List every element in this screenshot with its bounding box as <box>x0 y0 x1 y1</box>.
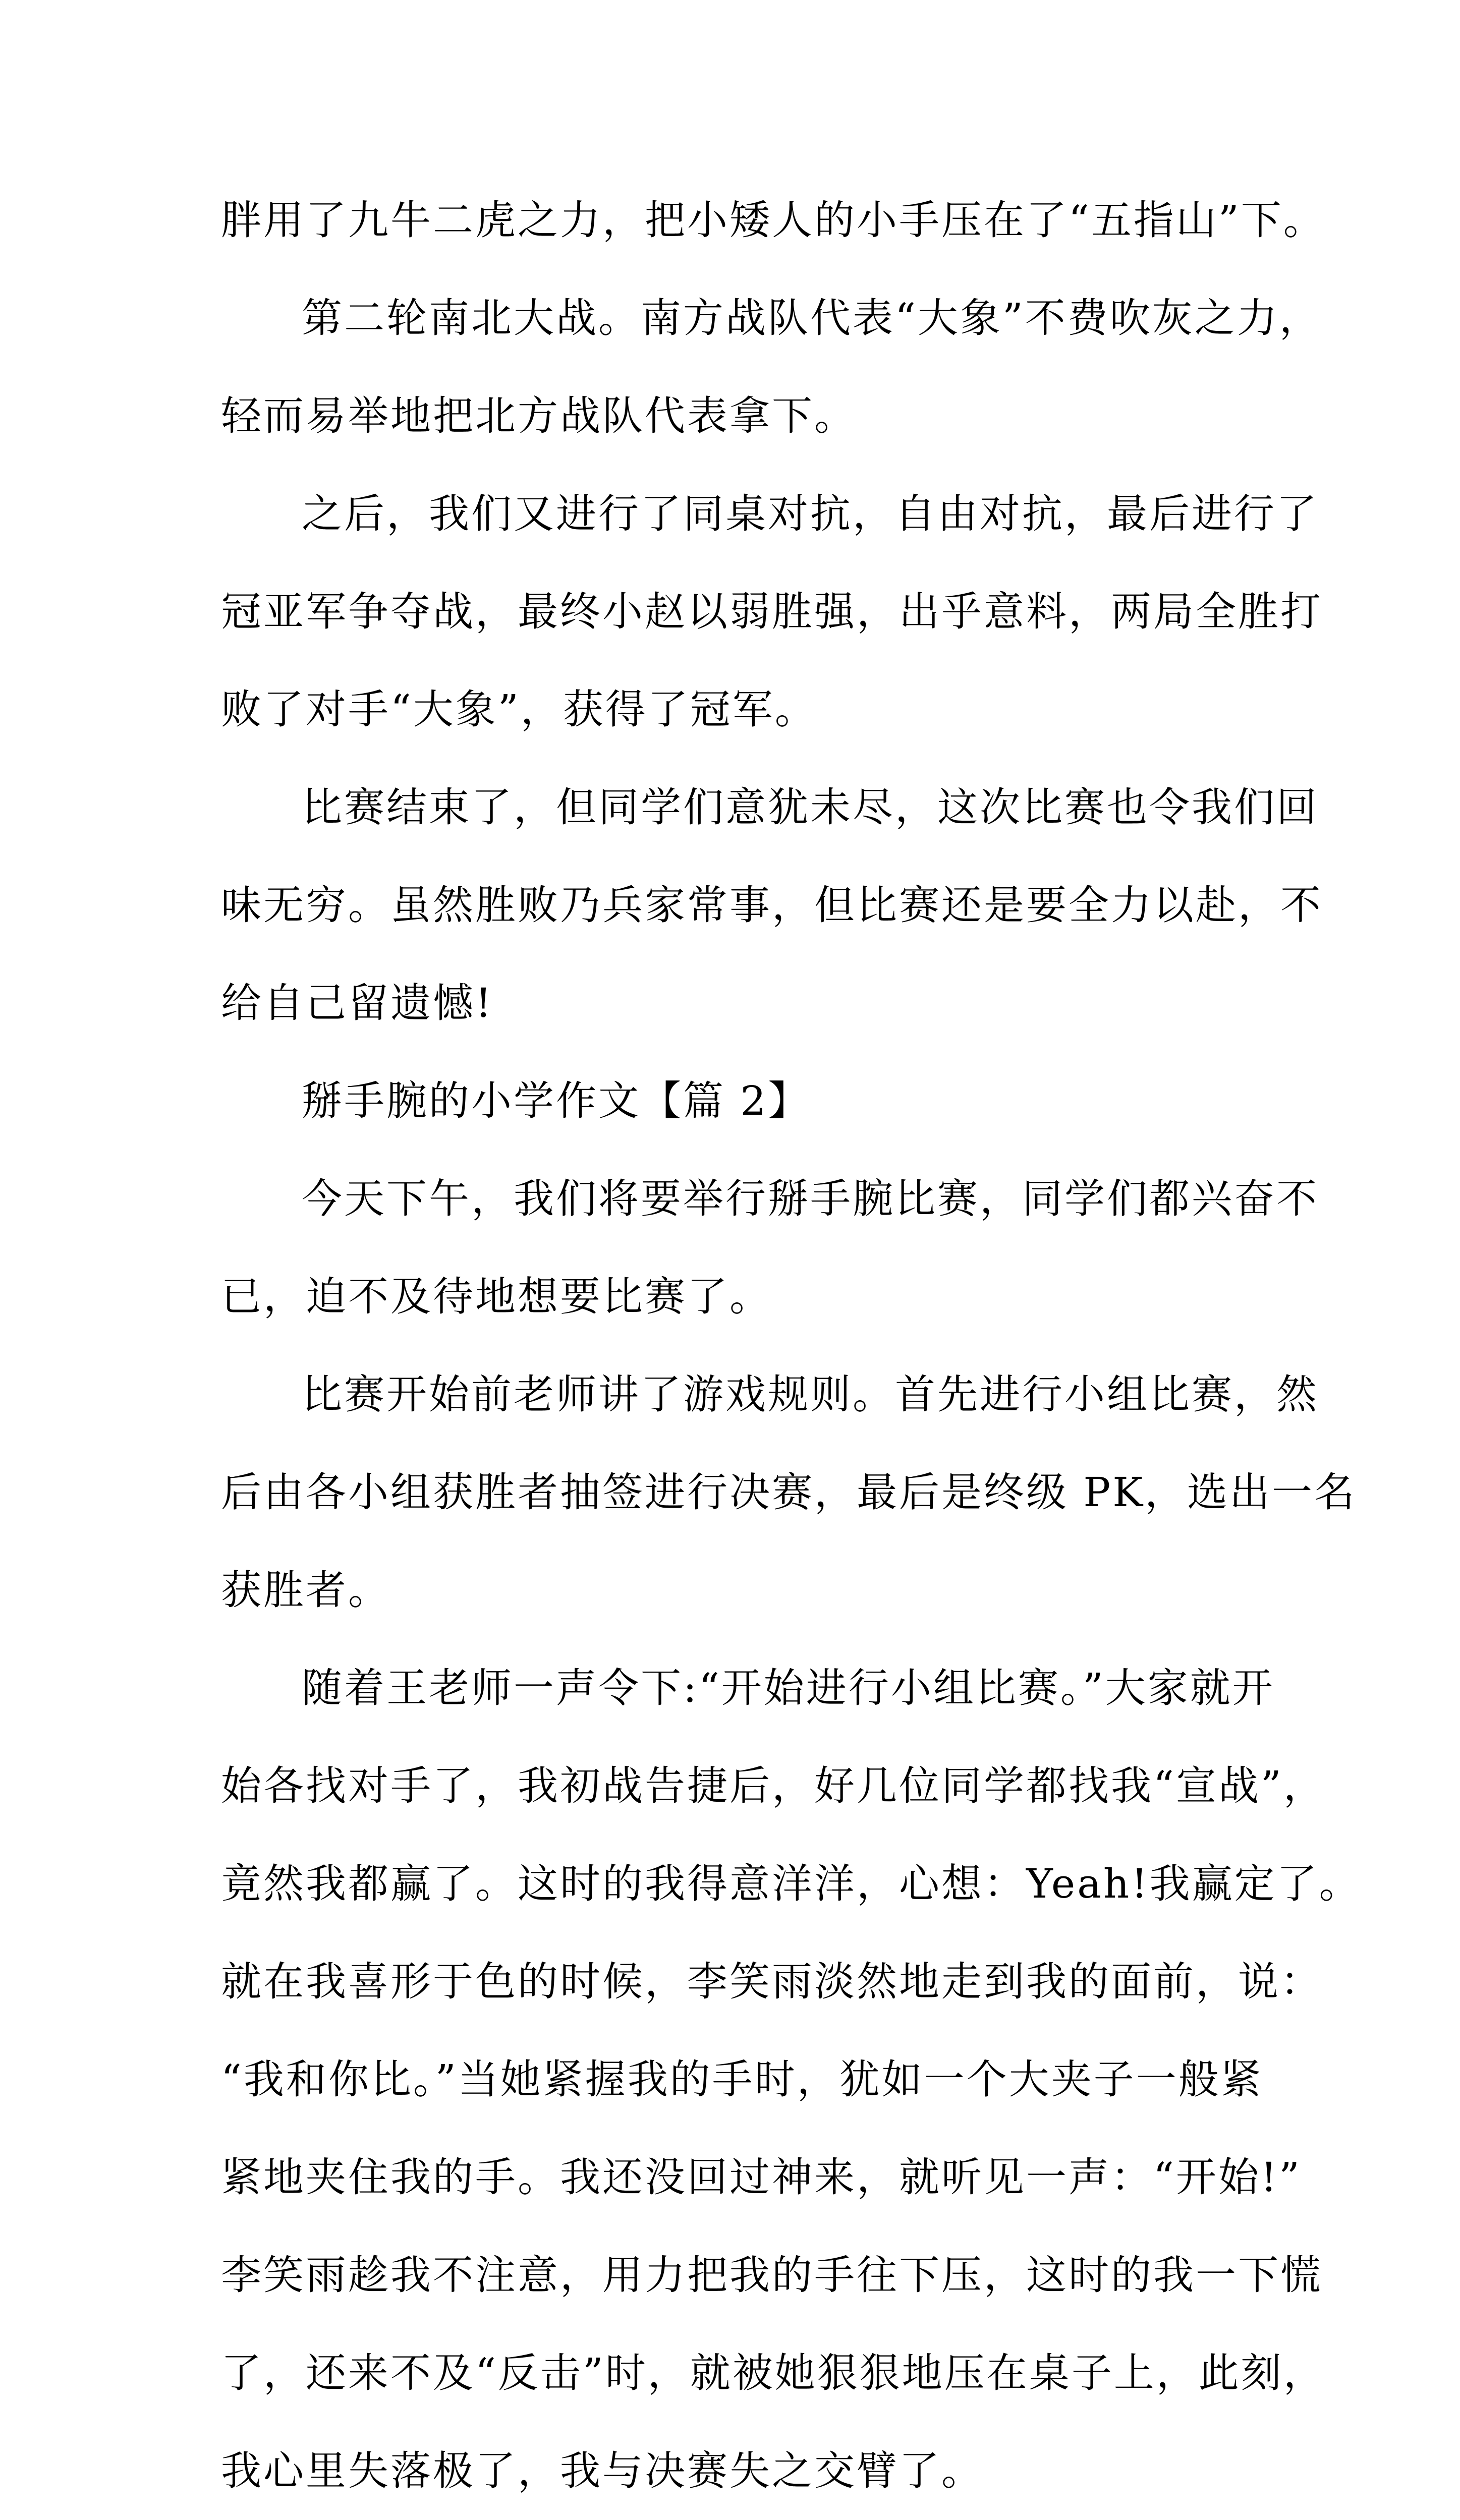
text-line: 李笑雨趁我不注意，用力把我的手往下压，这时的我一下慌 <box>221 2252 1323 2299</box>
text-line: 给自己留遗憾! <box>221 980 494 1026</box>
text-line: 获胜者。 <box>221 1567 390 1614</box>
text-line: 了，还来不及“反击”时，就被她狠狠地压在桌子上，此刻， <box>221 2350 1326 2396</box>
text-line: 味无穷。虽然胜败乃兵家常事，但比赛还是要全力以赴，不 <box>221 882 1323 929</box>
text-line: 冠亚军争夺战，最终小赵以弱胜强，出乎意料，两局全胜打 <box>221 588 1323 635</box>
text-line: 第二轮南北大战。南方战队代表“大象”不费吹灰之力， <box>302 295 1322 341</box>
text-line: 轻而易举地把北方战队代表拿下。 <box>221 392 857 439</box>
text-line: 随着王老师一声令下:“开始进行小组比赛。”大家就开 <box>302 1665 1275 1711</box>
text-line: 就在我喜形于色的时候，李笑雨淡然地走到我的面前，说： <box>221 1958 1323 2005</box>
text-line: 紧地夹住我的手。我还没回过神来，就听见一声：“开始!” <box>221 2154 1302 2201</box>
text-line: 竟然我都赢了。这时的我得意洋洋，心想：Yeah!我赢定了。 <box>221 1860 1362 1907</box>
text-line: 败了对手“大象”，获得了冠军。 <box>221 686 817 733</box>
section-heading: 掰手腕的小学作文【篇 2】 <box>302 1077 811 1124</box>
text-line: 始各找对手了，我初战告捷后，好几位同学都找我“宣战”， <box>221 1762 1326 1809</box>
text-line: 比赛开始前老师讲了游戏规则。首先进行小组比赛，然 <box>302 1371 1319 1418</box>
text-line: 我心里失落极了，我与决赛失之交臂了。 <box>221 2447 984 2494</box>
text-line: 比赛结束了，但同学们意犹未尽，这次比赛也令我们回 <box>302 784 1319 831</box>
text-line: 已，迫不及待地想要比赛了。 <box>221 1273 772 1320</box>
text-line: 后由各小组获胜者抽签进行决赛，最后是终级 PK，选出一名 <box>221 1469 1357 1516</box>
text-line: 胖用了九牛二虎之力，把小矮人的小手压在了“五指山”下。 <box>221 197 1326 244</box>
text-line: “我和你比。”当她紧握我的手时，犹如一个大夹子一般紧 <box>221 2056 1263 2103</box>
text-line: 今天下午，我们将要举行掰手腕比赛，同学们都兴奋不 <box>302 1175 1319 1222</box>
text-line: 之后，我们又进行了同桌对抗，自由对抗，最后进行了 <box>302 490 1319 537</box>
body-text <box>221 171 1362 2520</box>
